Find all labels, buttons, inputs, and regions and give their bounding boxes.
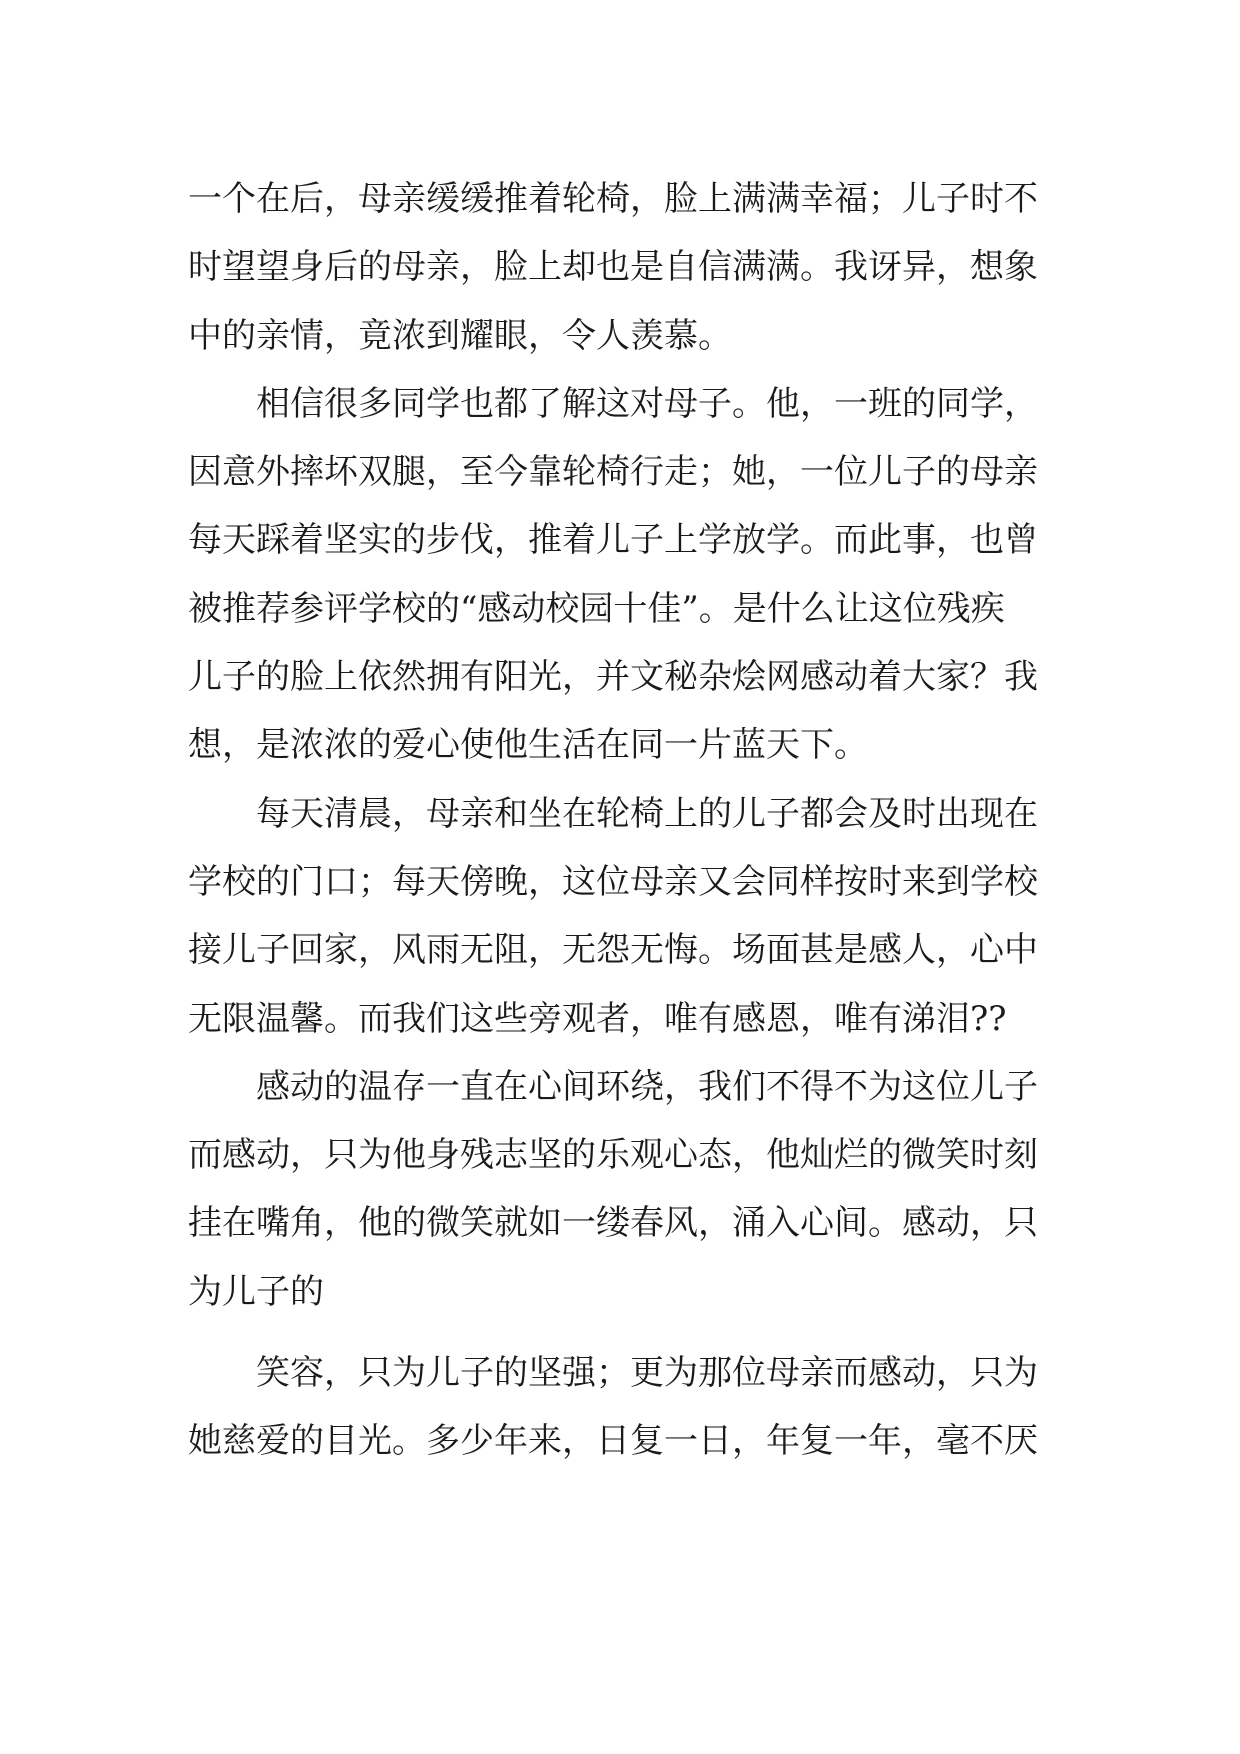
text-line: 中的亲情，竟浓到耀眼，令人羡慕。	[188, 315, 732, 356]
text-line: 学校的门口；每天傍晚，这位母亲又会同样按时来到学校	[188, 861, 1038, 902]
paragraph-first-line: 感动的温存一直在心间环绕，我们不得不为这位儿子	[256, 1066, 1038, 1107]
text-line: 为儿子的	[188, 1271, 324, 1312]
text-line: 无限温馨。而我们这些旁观者，唯有感恩，唯有涕泪??	[188, 998, 1007, 1039]
text-line: 儿子的脸上依然拥有阳光，并文秘杂烩网感动着大家？我	[188, 657, 1038, 698]
body-text	[188, 165, 1058, 1476]
text-line: 挂在嘴角，他的微笑就如一缕春风，涌入心间。感动，只	[188, 1203, 1038, 1244]
text-line: 被推荐参评学校的“感动校园十佳”。是什么让这位残疾	[188, 588, 1005, 629]
text-line: 而感动，只为他身残志坚的乐观心态，他灿烂的微笑时刻	[188, 1135, 1038, 1176]
text-line: 接儿子回家，风雨无阻，无怨无悔。场面甚是感人，心中	[188, 930, 1038, 971]
text-line: 时望望身后的母亲，脸上却也是自信满满。我讶异，想象	[188, 247, 1038, 288]
text-line: 每天踩着坚实的步伐，推着儿子上学放学。而此事，也曾	[188, 520, 1038, 561]
text-line: 想，是浓浓的爱心使他生活在同一片蓝天下。	[188, 725, 868, 766]
paragraph-first-line: 相信很多同学也都了解这对母子。他，一班的同学，	[256, 383, 1038, 424]
paragraph-first-line: 笑容，只为儿子的坚强；更为那位母亲而感动，只为	[256, 1353, 1038, 1394]
text-line: 一个在后，母亲缓缓推着轮椅，脸上满满幸福；儿子时不	[188, 179, 1038, 219]
paragraph-first-line: 每天清晨，母亲和坐在轮椅上的儿子都会及时出现在	[256, 793, 1038, 834]
text-line: 她慈爱的目光。多少年来，日复一日，年复一年，毫不厌	[188, 1421, 1038, 1462]
text-line: 因意外摔坏双腿，至今靠轮椅行走；她，一位儿子的母亲	[188, 452, 1038, 493]
